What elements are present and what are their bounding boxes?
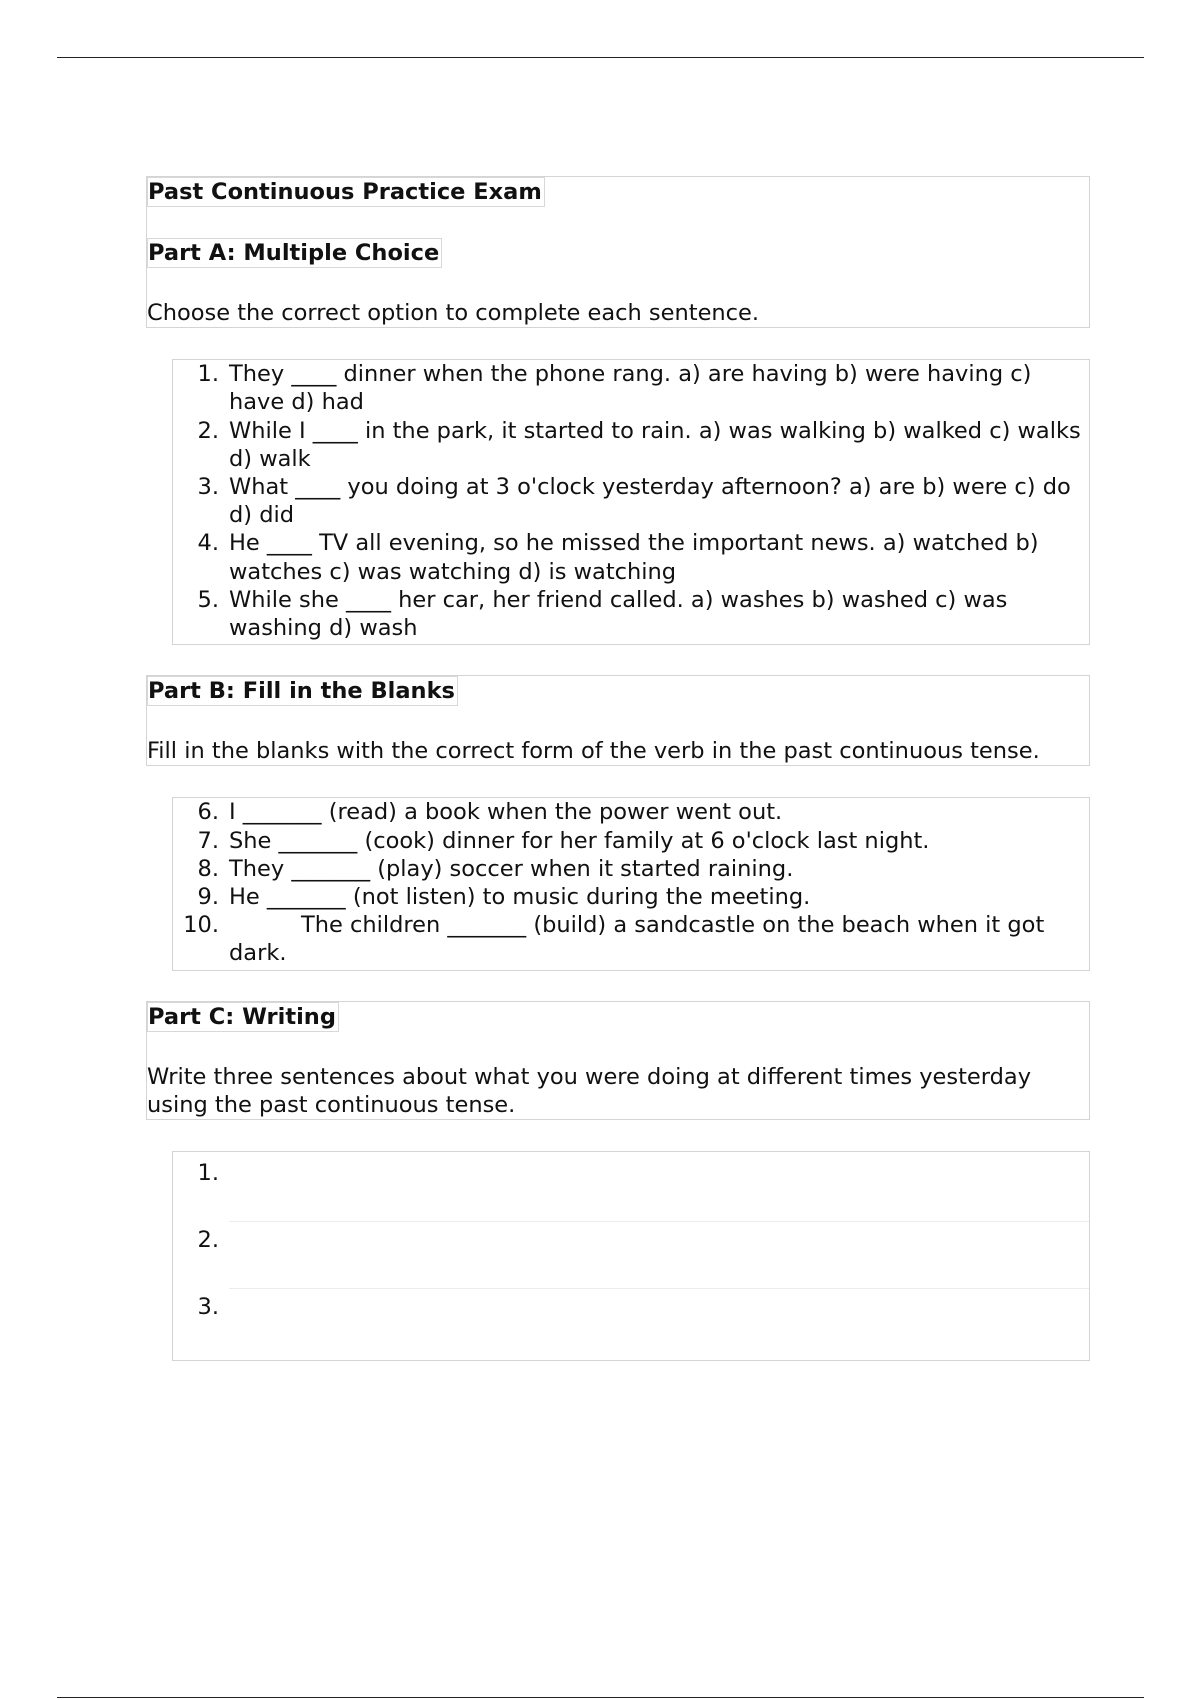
- question-number: 2.: [197, 417, 219, 444]
- question-text: She _______ (cook) dinner for her family at 6 o'clock last night.: [229, 827, 930, 854]
- question-text: What ____ you doing at 3 o'clock yesterday afternoon? a) are b) were c) do d) did: [229, 474, 1071, 529]
- question-text: He _______ (not listen) to music during the meeting.: [229, 884, 811, 911]
- exam-page: [146, 176, 1090, 1361]
- question-number: 7.: [197, 827, 219, 854]
- answer-line[interactable]: [229, 1293, 1089, 1333]
- line-number: 3.: [197, 1294, 219, 1321]
- question-number: 10.: [183, 912, 219, 939]
- part-c-writing-list: [172, 1151, 1090, 1361]
- writing-line-item: [173, 1159, 1089, 1226]
- bottom-rule: [57, 1697, 1144, 1698]
- list-item: [173, 360, 1089, 416]
- part-b-instruction: Fill in the blanks with the correct form of the verb in the past continuous tense.: [147, 738, 1040, 765]
- part-a-heading: Part A: Multiple Choice: [147, 238, 442, 268]
- question-text: While I ____ in the park, it started to rain. a) was walking b) walked c) walks d) walk: [229, 417, 1081, 472]
- question-number: 6.: [197, 799, 219, 826]
- question-text: He ____ TV all evening, so he missed the important news. a) watched b) watches c) was watching d) is watching: [229, 530, 1039, 585]
- part-a-header-box: [146, 176, 1090, 328]
- line-number: 2.: [197, 1227, 219, 1254]
- part-c-instruction: Write three sentences about what you were doing at different times yesterday using the past continuous tense.: [147, 1063, 1032, 1118]
- list-item: [173, 798, 1089, 826]
- list-item: [173, 911, 1089, 967]
- line-number: 1.: [197, 1160, 219, 1187]
- question-number: 1.: [197, 361, 219, 388]
- question-text: They ____ dinner when the phone rang. a) are having b) were having c) have d) had: [229, 361, 1032, 416]
- question-number: 8.: [197, 855, 219, 882]
- question-number: 9.: [197, 884, 219, 911]
- question-text: The children _______ (build) a sandcastle on the beach when it got dark.: [229, 912, 1045, 967]
- part-a-question-list: [172, 359, 1090, 645]
- part-c-header-box: [146, 1001, 1090, 1120]
- list-item: [173, 827, 1089, 855]
- question-text: They _______ (play) soccer when it started raining.: [229, 855, 794, 882]
- part-c-heading: Part C: Writing: [147, 1002, 339, 1032]
- part-b-header-box: [146, 675, 1090, 766]
- part-b-question-list: [172, 797, 1090, 970]
- answer-line[interactable]: [229, 1159, 1089, 1222]
- list-item: [173, 473, 1089, 529]
- top-rule: [57, 57, 1144, 58]
- question-number: 3.: [197, 474, 219, 501]
- question-number: 4.: [197, 530, 219, 557]
- question-text: While she ____ her car, her friend called. a) washes b) washed c) was washing d) wash: [229, 586, 1008, 642]
- list-item: [173, 586, 1089, 642]
- question-text: I _______ (read) a book when the power went out.: [229, 799, 783, 826]
- part-a-instruction: Choose the correct option to complete each sentence.: [147, 300, 760, 326]
- list-item: [173, 417, 1089, 473]
- part-b-heading: Part B: Fill in the Blanks: [147, 676, 458, 706]
- writing-line-item: [173, 1293, 1089, 1360]
- list-item: [173, 529, 1089, 585]
- list-item: [173, 883, 1089, 911]
- question-number: 5.: [197, 586, 219, 613]
- list-item: [173, 855, 1089, 883]
- answer-line[interactable]: [229, 1226, 1089, 1289]
- writing-line-item: [173, 1226, 1089, 1293]
- exam-title: Past Continuous Practice Exam: [147, 177, 545, 207]
